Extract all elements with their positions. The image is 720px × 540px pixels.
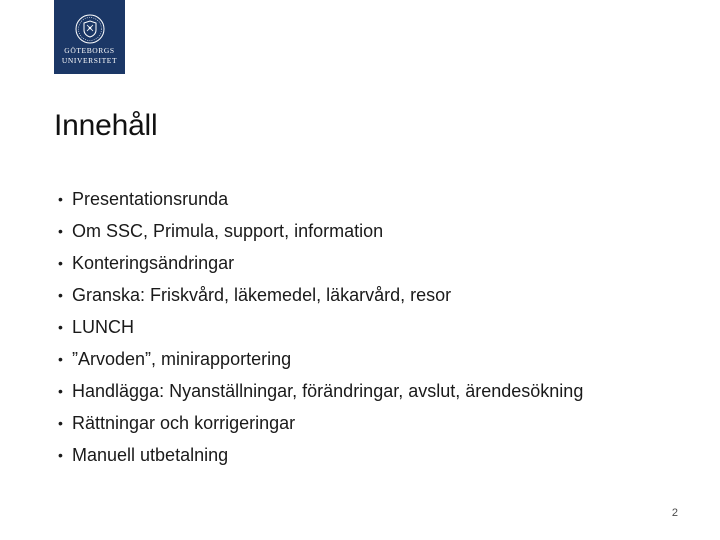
agenda-item	[54, 439, 583, 471]
bullet-icon: •	[58, 191, 63, 207]
bullet-icon: •	[58, 223, 63, 239]
agenda-item-text: Konteringsändringar	[72, 253, 235, 273]
logo-text-line-2: UNIVERSITET	[61, 56, 118, 65]
agenda-item	[54, 183, 583, 215]
agenda-item	[54, 247, 583, 279]
agenda-item-text: Handlägga: Nyanställningar, förändringar, avslut, ärendesökning	[72, 381, 584, 401]
agenda-item	[54, 215, 583, 247]
page-number: 2	[671, 507, 678, 519]
agenda-item-text: Presentationsrunda	[72, 189, 229, 209]
bullet-icon: •	[58, 447, 63, 463]
slide-title: Innehåll	[54, 109, 158, 142]
agenda-item-text: Rättningar och korrigeringar	[72, 413, 296, 433]
university-logo	[54, 0, 125, 74]
bullet-icon: •	[58, 415, 63, 431]
bullet-icon: •	[58, 287, 63, 303]
agenda-item	[54, 407, 583, 439]
agenda-item-text: LUNCH	[72, 317, 135, 337]
agenda-item	[54, 279, 583, 311]
agenda-item-text: Om SSC, Primula, support, information	[72, 221, 384, 241]
agenda-list	[54, 183, 583, 471]
bullet-icon: •	[58, 319, 63, 335]
bullet-icon: •	[58, 383, 63, 399]
bullet-icon: •	[58, 351, 63, 367]
university-seal-icon	[75, 14, 105, 44]
agenda-item-text: ”Arvoden”, minirapportering	[72, 349, 292, 369]
agenda-item	[54, 311, 583, 343]
bullet-icon: •	[58, 255, 63, 271]
agenda-item	[54, 375, 583, 407]
agenda-item-text: Manuell utbetalning	[72, 445, 229, 465]
agenda-item-text: Granska: Friskvård, läkemedel, läkarvård, resor	[72, 285, 452, 305]
agenda-item	[54, 343, 583, 375]
logo-text-line-1: GÖTEBORGS	[64, 46, 115, 55]
